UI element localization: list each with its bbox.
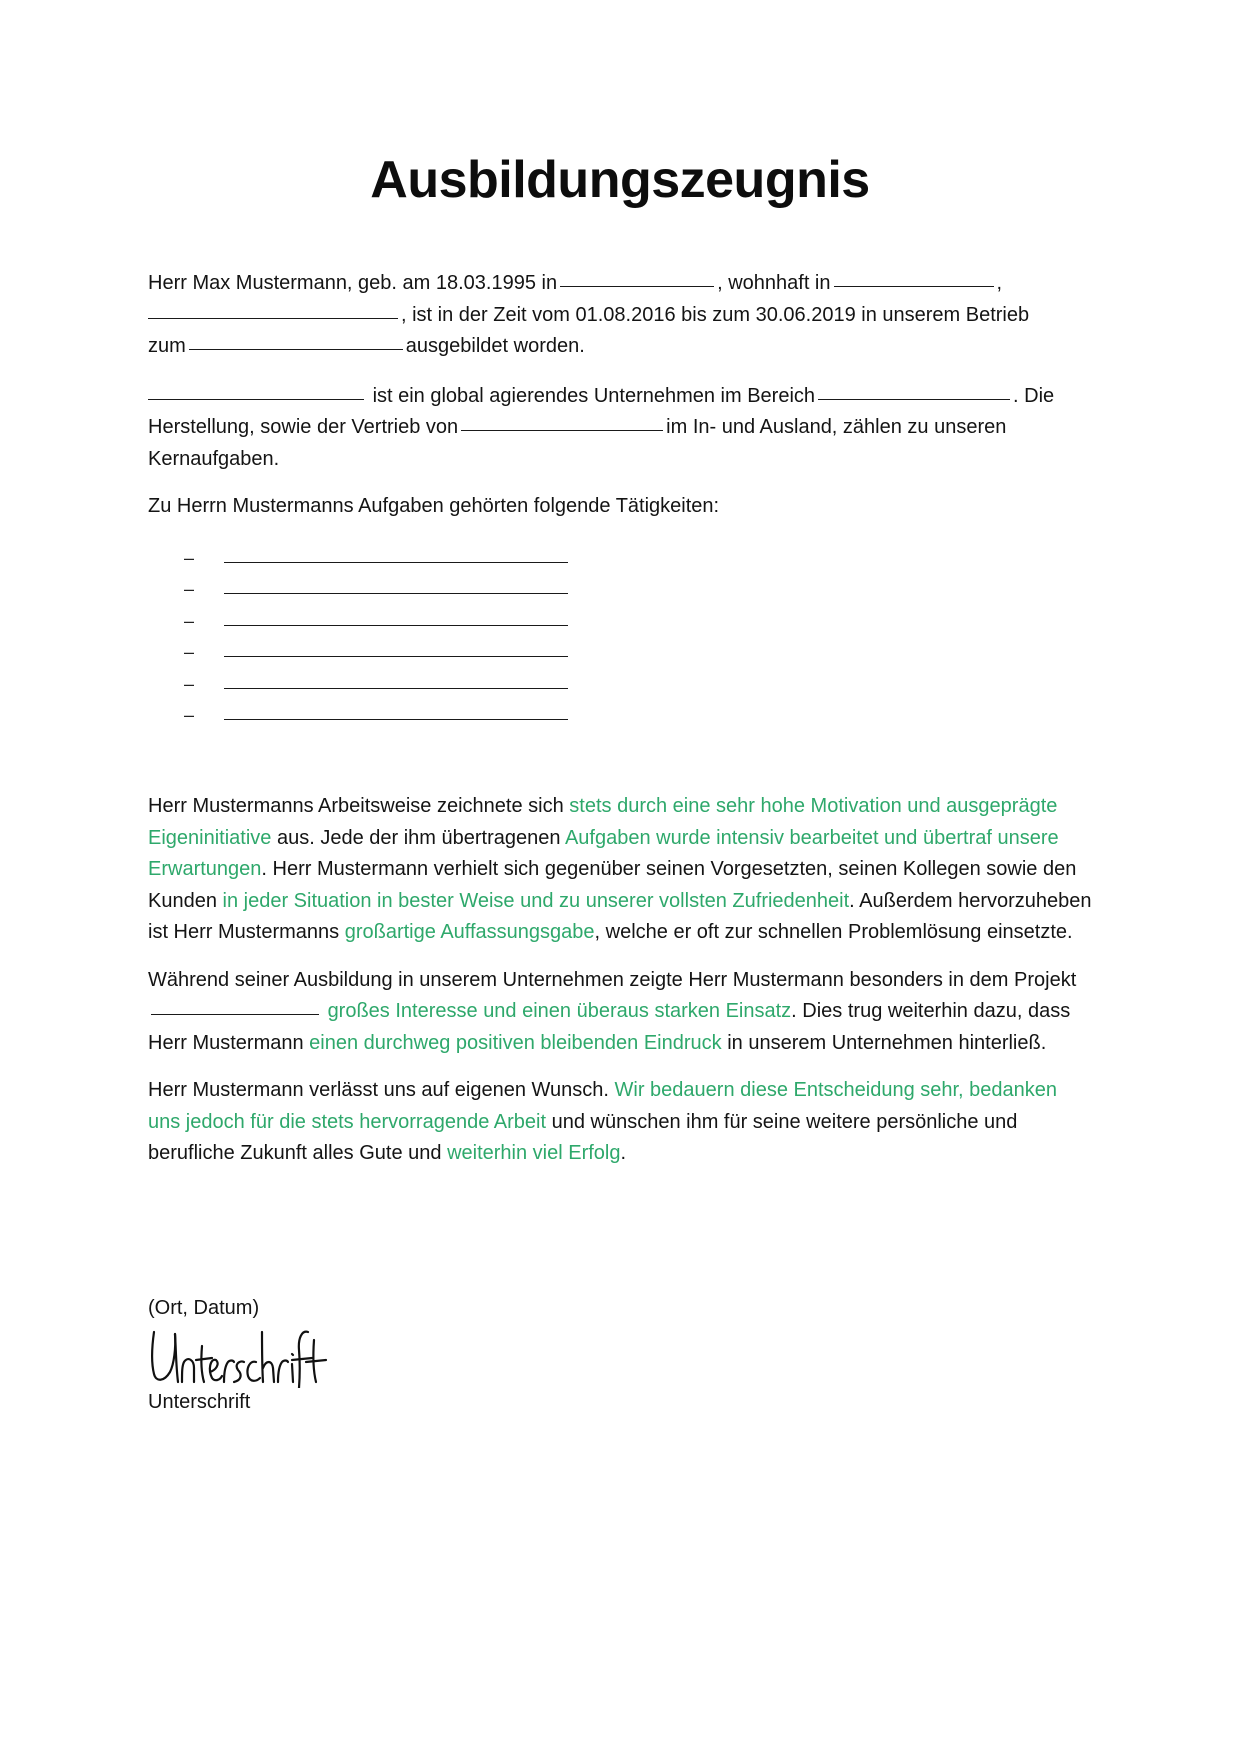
task-blank[interactable] [224, 562, 568, 563]
task-blank[interactable] [224, 656, 568, 657]
text-segment: im In- und Ausland, zählen zu unseren [666, 416, 1007, 438]
highlighted-phrase: Aufgaben wurde intensiv bearbeitet und übertraf unsere Erwartungen [148, 826, 1059, 880]
evaluation-section [148, 791, 1093, 1186]
task-item [148, 698, 1098, 730]
task-blank[interactable] [224, 719, 568, 720]
highlighted-phrase: in jeder Situation in bester Weise und zu unserer vollsten Zufriedenheit [222, 889, 850, 912]
highlighted-phrase: weiterhin viel Erfolg [447, 1142, 621, 1164]
evaluation-paragraph-3 [148, 1075, 1093, 1170]
text-segment: , wohnhaft in [717, 272, 831, 294]
place-date-label: (Ort, Datum) [148, 1297, 260, 1319]
dash-bullet-icon: – [184, 547, 195, 568]
task-blank[interactable] [224, 688, 568, 689]
task-item [148, 541, 1098, 573]
signature-caption: Unterschrift [148, 1391, 251, 1413]
intro-section [148, 268, 1098, 730]
text-segment: . Herr Mustermann verhielt sich gegenüber seinen Vorgesetzten, seinen Kollegen sowie den Kunden [148, 858, 1077, 912]
dash-bullet-icon: – [184, 673, 195, 694]
dash-bullet-icon: – [184, 579, 195, 599]
text-segment: , welche er oft zur schnellen Problemlösung einsetzte. [594, 921, 1073, 943]
tasks-list [148, 541, 1098, 730]
task-blank[interactable] [224, 625, 568, 626]
task-item [148, 635, 1098, 667]
tasks-heading: Zu Herrn Mustermanns Aufgaben gehörten folgende Tätigkeiten: [148, 495, 720, 517]
text-segment: und wünschen ihm für seine weitere persönliche und berufliche Zukunft alles Gute und [148, 1110, 1018, 1164]
project-blank[interactable] [151, 994, 319, 1015]
text-segment: ist ein global agierendes Unternehmen im Bereich [372, 384, 816, 407]
text-segment: . [620, 1142, 627, 1164]
text-segment: Während seiner Ausbildung in unserem Unternehmen zeigte Herr Mustermann besonders in dem Projekt [148, 968, 1077, 991]
text-segment: Herr Mustermann verlässt uns auf eigenen Wunsch. [148, 1079, 615, 1101]
residence-blank[interactable] [834, 266, 994, 287]
highlighted-phrase: großartige Auffassungsgabe [344, 921, 595, 943]
text-segment: , [996, 272, 1003, 294]
text-segment: zum [148, 335, 186, 357]
highlighted-phrase: stets durch eine sehr hohe Motivation und ausgeprägte Eigeninitiative [148, 795, 1058, 849]
document-title: Ausbildungszeugnis [370, 151, 870, 209]
birthplace-blank[interactable] [560, 266, 714, 287]
task-item [148, 667, 1098, 699]
text-segment: , ist in der Zeit vom 01.08.2016 bis zum 30.06.2019 in unserem Betrieb [401, 303, 1030, 326]
highlighted-phrase: großes Interesse und einen überaus starken Einsatz [327, 1000, 792, 1022]
text-segment: ausgebildet worden. [405, 335, 585, 357]
occupation-blank[interactable] [189, 329, 403, 350]
intro-paragraph-1 [148, 268, 1098, 363]
text-segment: . Außerdem hervorzuheben ist Herr Mustermanns [148, 889, 1092, 943]
task-item [148, 604, 1098, 636]
handwritten-signature-icon [148, 1326, 328, 1388]
evaluation-paragraph-2 [148, 965, 1093, 1060]
text-segment: Herr Max Mustermann, geb. am 18.03.1995 in [148, 272, 558, 294]
text-segment: Herr Mustermanns Arbeitsweise zeichnete sich [148, 795, 570, 817]
text-segment: . Dies trug weiterhin dazu, dass Herr Mustermann [148, 1000, 1071, 1054]
company-blank[interactable] [148, 379, 364, 400]
highlighted-phrase: Wir bedauern diese Entscheidung sehr, bedanken uns jedoch für die stets hervorragende Arbeit [148, 1079, 1058, 1133]
products-blank[interactable] [461, 410, 663, 431]
task-blank[interactable] [224, 593, 568, 594]
evaluation-paragraph-1 [148, 791, 1093, 949]
text-segment: . Die [1013, 384, 1055, 407]
dash-bullet-icon: – [184, 705, 195, 725]
intro-paragraph-2 [148, 381, 1098, 476]
address-blank[interactable] [148, 298, 398, 319]
text-segment: Kernaufgaben. [148, 447, 280, 470]
highlighted-phrase: einen durchweg positiven bleibenden Eindruck [309, 1031, 722, 1054]
dash-bullet-icon: – [184, 610, 195, 631]
text-segment: Herstellung, sowie der Vertrieb von [148, 416, 459, 438]
dash-bullet-icon: – [184, 642, 195, 662]
sector-blank[interactable] [818, 379, 1010, 400]
text-segment: aus. Jede der ihm übertragenen [271, 826, 565, 849]
text-segment: in unserem Unternehmen hinterließ. [721, 1031, 1047, 1054]
task-item [148, 572, 1098, 604]
